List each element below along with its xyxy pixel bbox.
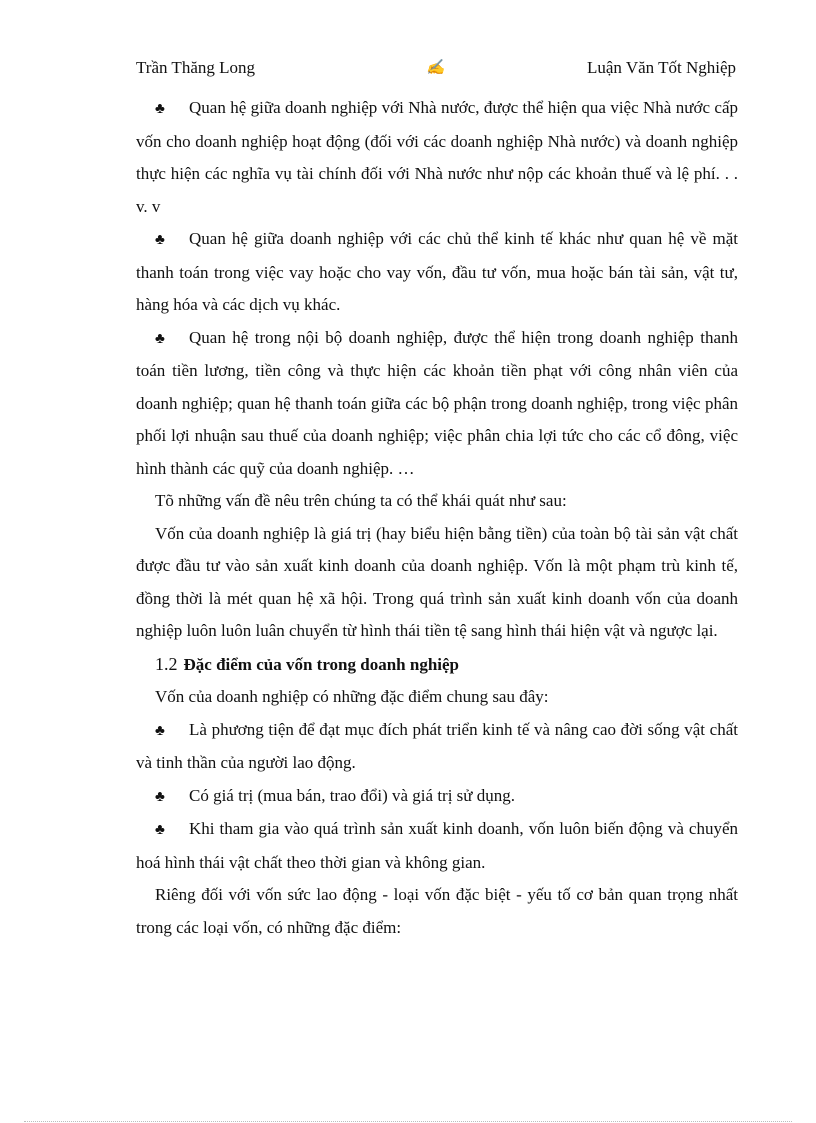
bullet-text: Là phương tiện để đạt mục đích phát triển kinh tế và nâng cao đời sống vật chất và tinh thần của người lao động. bbox=[136, 719, 738, 772]
section-number: 1.2 bbox=[155, 653, 178, 674]
header-author: Trần Thăng Long bbox=[136, 58, 255, 77]
page-header bbox=[136, 58, 736, 84]
club-bullet-icon: ♣ bbox=[155, 788, 165, 805]
bullet-item bbox=[136, 223, 738, 322]
section-title: Đặc điểm của vốn trong doanh nghiệp bbox=[183, 654, 460, 674]
header-document-title: Luận Văn Tốt Nghiệp bbox=[586, 58, 736, 77]
club-bullet-icon: ♣ bbox=[155, 330, 165, 347]
club-bullet-icon: ♣ bbox=[155, 722, 165, 739]
club-bullet-icon: ♣ bbox=[155, 101, 165, 117]
document-body bbox=[136, 92, 738, 944]
bullet-text: Có giá trị (mua bán, trao đổi) và giá trị sử dụng. bbox=[189, 785, 516, 805]
bullet-item bbox=[136, 322, 738, 486]
bullet-item bbox=[136, 813, 738, 879]
bullet-item bbox=[136, 780, 738, 814]
section-heading bbox=[136, 648, 738, 682]
bullet-item bbox=[136, 714, 738, 780]
club-bullet-icon: ♣ bbox=[155, 822, 165, 838]
intro-paragraph: Vốn của doanh nghiệp có những đặc điểm chung sau đây: bbox=[155, 687, 549, 706]
labor-capital-paragraph: Riêng đối với vốn sức lao động - loại vốn đặc biệt - yếu tố cơ bản quan trọng nhất trong các loại vốn, có những đặc điểm: bbox=[136, 885, 738, 937]
club-bullet-icon: ♣ bbox=[155, 232, 165, 248]
bullet-text: Quan hệ giữa doanh nghiệp với Nhà nước, được thể hiện qua việc Nhà nước cấp vốn cho doanh nghiệp hoạt động (đối với các doanh nghiệp Nhà nước) và doanh nghiệp thực hiện các nghĩa vụ tài chính đối với Nhà nước như nộp các khoản thuế và lệ phí. . . v. v bbox=[136, 98, 738, 216]
bullet-item bbox=[136, 92, 738, 223]
bullet-text: Quan hệ trong nội bộ doanh nghiệp, được thể hiện trong doanh nghiệp thanh toán tiền lương, tiền công và thực hiện các khoản tiền phạt với công nhân viên của doanh nghiệp; quan hệ thanh toán giữa các bộ phận trong doanh nghiệp, trong việc phân phối lợi nhuận sau thuế của doanh nghiệp; việc phân chia lợi tức cho các cổ đông, việc hình thành các quỹ của doanh nghiệp. … bbox=[136, 327, 738, 478]
page-bottom-divider bbox=[24, 1121, 792, 1122]
summary-paragraph: Tõ những vấn đề nêu trên chúng ta có thể khái quát như sau: bbox=[155, 491, 567, 510]
bullet-text: Quan hệ giữa doanh nghiệp với các chủ thể kinh tế khác như quan hệ về mặt thanh toán trong việc vay hoặc cho vay vốn, đầu tư vốn, mua hoặc bán tài sản, vật tư, hàng hóa và các dịch vụ khác. bbox=[136, 229, 738, 314]
definition-paragraph: Vốn của doanh nghiệp là giá trị (hay biểu hiện bằng tiền) của toàn bộ tài sản vật chất được đầu tư vào sản xuất kinh doanh của doanh nghiệp. Vốn là một phạm trù kinh tế, đồng thời là mét quan hệ xã hội. Trong quá trình sản xuất kinh doanh vốn của doanh nghiệp luôn luôn luân chuyển từ hình thái tiền tệ sang hình thái hiện vật và ngược lại. bbox=[136, 523, 738, 640]
pen-icon: ✍ bbox=[426, 60, 445, 76]
bullet-text: Khi tham gia vào quá trình sản xuất kinh doanh, vốn luôn biến động và chuyển hoá hình thái vật chất theo thời gian và không gian. bbox=[136, 819, 738, 872]
